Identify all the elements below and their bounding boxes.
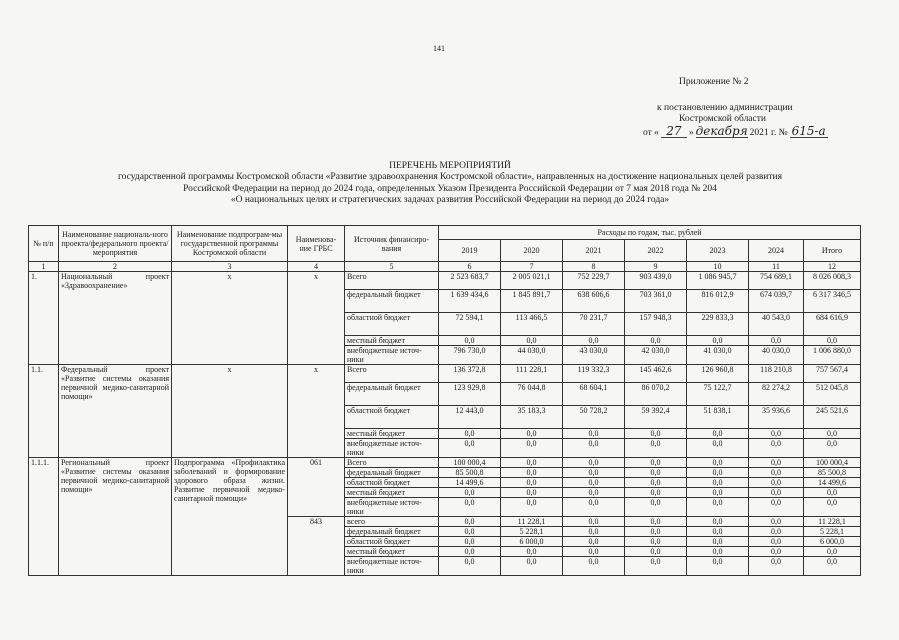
header-year: 2023 (687, 240, 749, 262)
value-cell: 0,0 (563, 429, 625, 439)
value-cell: 0,0 (687, 537, 749, 547)
column-number: 9 (625, 262, 687, 272)
value-cell: 14 499,6 (439, 478, 501, 488)
value-cell: 0,0 (749, 527, 804, 537)
header-expenses: Расходы по годам, тыс. рублей (439, 226, 861, 240)
value-cell: 0,0 (687, 547, 749, 557)
subprogram-name: Подпрограмма «Профилактика заболеваний и формирование здорового образа жизни. Развитие первичной медико-санитарной помощи» (172, 458, 288, 576)
column-number: 1 (29, 262, 59, 272)
value-cell: 0,0 (687, 439, 749, 458)
value-cell: 0,0 (625, 429, 687, 439)
column-number: 7 (501, 262, 563, 272)
source-federal: федеральный бюджет (345, 468, 439, 478)
value-cell: 0,0 (439, 517, 501, 527)
header-grbs: Наименова-ние ГРБС (288, 226, 345, 262)
column-number: 11 (749, 262, 804, 272)
value-cell: 0,0 (804, 498, 861, 517)
value-cell: 1 086 945,7 (687, 272, 749, 290)
value-cell: 12 443,0 (439, 406, 501, 429)
source-local: местный бюджет (345, 488, 439, 498)
grbs-code: х (288, 272, 345, 365)
value-cell: 903 439,0 (625, 272, 687, 290)
value-cell: 118 210,8 (749, 365, 804, 383)
value-cell: 245 521,6 (804, 406, 861, 429)
value-cell: 5 228,1 (804, 527, 861, 537)
value-cell: 85 500,8 (439, 468, 501, 478)
value-cell: 752 229,7 (563, 272, 625, 290)
header-project: Наименование националь-ного проекта/федерального проекта/мероприятия (59, 226, 172, 262)
column-number: 2 (59, 262, 172, 272)
project-name: Федеральный проект «Развитие системы оказания первичной медико-санитарной помощи» (59, 365, 172, 458)
value-cell: 0,0 (625, 488, 687, 498)
value-cell: 0,0 (501, 439, 563, 458)
value-cell: 0,0 (563, 468, 625, 478)
value-cell: 1 006 880,0 (804, 346, 861, 365)
value-cell: 0,0 (749, 557, 804, 576)
value-cell: 59 392,4 (625, 406, 687, 429)
value-cell: 6 000,0 (804, 537, 861, 547)
value-cell: 229 833,3 (687, 313, 749, 336)
value-cell: 0,0 (687, 527, 749, 537)
value-cell: 0,0 (439, 336, 501, 346)
value-cell: 0,0 (501, 557, 563, 576)
value-cell: 1 639 434,6 (439, 290, 501, 313)
grbs-code: 061 (288, 458, 345, 517)
source-regional: областной бюджет (345, 406, 439, 429)
row-num: 1. (29, 272, 59, 365)
value-cell: 0,0 (625, 498, 687, 517)
subprogram-name: х (172, 272, 288, 365)
value-cell: 0,0 (625, 458, 687, 468)
header-year: 2024 (749, 240, 804, 262)
value-cell: 0,0 (501, 336, 563, 346)
source-federal: федеральный бюджет (345, 290, 439, 313)
column-number: 12 (804, 262, 861, 272)
value-cell: 0,0 (687, 336, 749, 346)
source-regional: областной бюджет (345, 478, 439, 488)
value-cell: 0,0 (625, 557, 687, 576)
value-cell: 11 228,1 (804, 517, 861, 527)
appendix-title: Приложение № 2 (679, 77, 749, 87)
value-cell: 0,0 (804, 429, 861, 439)
column-number: 4 (288, 262, 345, 272)
value-cell: 0,0 (501, 429, 563, 439)
source-federal: федеральный бюджет (345, 383, 439, 406)
value-cell: 684 616,9 (804, 313, 861, 336)
value-cell: 43 030,0 (563, 346, 625, 365)
header-source: Источник финансиро-вания (345, 226, 439, 262)
value-cell: 0,0 (749, 468, 804, 478)
value-cell: 0,0 (749, 488, 804, 498)
grbs-code: 843 (288, 517, 345, 576)
value-cell: 8 026 008,3 (804, 272, 861, 290)
column-number: 3 (172, 262, 288, 272)
grbs-code: х (288, 365, 345, 458)
source-regional: областной бюджет (345, 313, 439, 336)
value-cell: 0,0 (804, 439, 861, 458)
source-total: Всего (345, 458, 439, 468)
source-extra: внебюджетные источ-ники (345, 439, 439, 458)
value-cell: 0,0 (804, 547, 861, 557)
value-cell: 40 543,0 (749, 313, 804, 336)
value-cell: 82 274,2 (749, 383, 804, 406)
value-cell: 0,0 (749, 537, 804, 547)
value-cell: 0,0 (749, 336, 804, 346)
value-cell: 111 228,1 (501, 365, 563, 383)
page-number: 141 (433, 44, 445, 53)
value-cell: 51 838,1 (687, 406, 749, 429)
value-cell: 75 122,7 (687, 383, 749, 406)
value-cell: 40 030,0 (749, 346, 804, 365)
value-cell: 0,0 (687, 498, 749, 517)
source-local: местный бюджет (345, 547, 439, 557)
source-extra: внебюджетные источ-ники (345, 498, 439, 517)
value-cell: 136 372,8 (439, 365, 501, 383)
value-cell: 0,0 (625, 537, 687, 547)
source-total: Всего (345, 365, 439, 383)
value-cell: 0,0 (687, 468, 749, 478)
row-num: 1.1.1. (29, 458, 59, 576)
source-extra: внебюджетные источ-ники (345, 557, 439, 576)
value-cell: 126 960,8 (687, 365, 749, 383)
value-cell: 0,0 (563, 537, 625, 547)
value-cell: 35 936,6 (749, 406, 804, 429)
table-row (29, 458, 861, 468)
value-cell: 0,0 (439, 498, 501, 517)
value-cell: 2 005 021,1 (501, 272, 563, 290)
value-cell: 68 604,1 (563, 383, 625, 406)
appendix-decree-line: к постановлению администрации (657, 103, 793, 113)
header-year: 2019 (439, 240, 501, 262)
value-cell: 0,0 (687, 488, 749, 498)
value-cell: 0,0 (439, 439, 501, 458)
value-cell: 0,0 (563, 557, 625, 576)
date-year: 2021 г. № (749, 128, 788, 138)
source-total: всего (345, 517, 439, 527)
column-number: 8 (563, 262, 625, 272)
value-cell: 816 012,9 (687, 290, 749, 313)
value-cell: 0,0 (625, 478, 687, 488)
source-local: местный бюджет (345, 429, 439, 439)
appendix-date-line (643, 126, 828, 138)
header-year: 2020 (501, 240, 563, 262)
value-cell: 0,0 (563, 547, 625, 557)
value-cell: 100 000,4 (439, 458, 501, 468)
value-cell: 0,0 (749, 429, 804, 439)
value-cell: 0,0 (501, 547, 563, 557)
handwritten-day: 27 (661, 126, 687, 138)
handwritten-doc-number: 615-а (791, 124, 826, 138)
value-cell: 0,0 (804, 336, 861, 346)
value-cell: 757 567,4 (804, 365, 861, 383)
value-cell: 0,0 (501, 498, 563, 517)
value-cell: 6 000,0 (501, 537, 563, 547)
value-cell: 0,0 (749, 458, 804, 468)
value-cell: 0,0 (687, 478, 749, 488)
value-cell: 512 045,8 (804, 383, 861, 406)
value-cell: 14 499,6 (804, 478, 861, 488)
value-cell: 0,0 (687, 429, 749, 439)
value-cell: 2 523 683,7 (439, 272, 501, 290)
value-cell: 796 730,0 (439, 346, 501, 365)
value-cell: 0,0 (625, 547, 687, 557)
value-cell: 0,0 (625, 527, 687, 537)
value-cell: 0,0 (749, 478, 804, 488)
value-cell: 0,0 (439, 527, 501, 537)
value-cell: 0,0 (563, 498, 625, 517)
value-cell: 0,0 (439, 557, 501, 576)
value-cell: 0,0 (439, 547, 501, 557)
value-cell: 41 030,0 (687, 346, 749, 365)
document-subtitle-line3: «О национальных целях и стратегических задачах развития Российской Федерации на период до 2024 года» (230, 194, 670, 205)
value-cell: 638 606,6 (563, 290, 625, 313)
value-cell: 44 030,0 (501, 346, 563, 365)
value-cell: 11 228,1 (501, 517, 563, 527)
document-title-block (40, 161, 860, 206)
value-cell: 70 231,7 (563, 313, 625, 336)
value-cell: 0,0 (563, 527, 625, 537)
date-prefix: от « (643, 128, 659, 138)
appendix-region-line: Костромской области (679, 114, 766, 124)
value-cell: 0,0 (501, 468, 563, 478)
value-cell: 0,0 (804, 557, 861, 576)
value-cell: 0,0 (625, 439, 687, 458)
value-cell: 703 361,0 (625, 290, 687, 313)
header-subprogram: Наименование подпрограм-мы государственной программы Костромской области (172, 226, 288, 262)
value-cell: 754 689,1 (749, 272, 804, 290)
value-cell: 0,0 (501, 478, 563, 488)
value-cell: 157 948,3 (625, 313, 687, 336)
value-cell: 0,0 (749, 439, 804, 458)
value-cell: 113 466,5 (501, 313, 563, 336)
header-year: 2022 (625, 240, 687, 262)
subprogram-name: х (172, 365, 288, 458)
value-cell: 86 070,2 (625, 383, 687, 406)
column-number: 6 (439, 262, 501, 272)
value-cell: 0,0 (439, 488, 501, 498)
document-title: ПЕРЕЧЕНЬ МЕРОПРИЯТИЙ (389, 161, 511, 171)
value-cell: 0,0 (687, 557, 749, 576)
source-regional: областной бюджет (345, 537, 439, 547)
value-cell: 35 183,3 (501, 406, 563, 429)
project-name: Региональный проект «Развитие системы оказания первичной медико-санитарной помощи» (59, 458, 172, 576)
value-cell: 85 500,8 (804, 468, 861, 478)
document-subtitle-line1: государственной программы Костромской области «Развитие здравоохранения Костромской области», направленных на достижение национальных целей развития (118, 172, 782, 183)
project-name: Национальный проект «Здравоохранение» (59, 272, 172, 365)
value-cell: 50 728,2 (563, 406, 625, 429)
value-cell: 0,0 (563, 336, 625, 346)
value-cell: 0,0 (749, 517, 804, 527)
header-year: 2021 (563, 240, 625, 262)
value-cell: 0,0 (625, 517, 687, 527)
value-cell: 119 332,3 (563, 365, 625, 383)
value-cell: 0,0 (439, 537, 501, 547)
value-cell: 100 000,4 (804, 458, 861, 468)
value-cell: 0,0 (804, 488, 861, 498)
value-cell: 674 039,7 (749, 290, 804, 313)
value-cell: 0,0 (563, 488, 625, 498)
value-cell: 0,0 (563, 478, 625, 488)
value-cell: 0,0 (749, 547, 804, 557)
header-total: Итого (804, 240, 861, 262)
row-num: 1.1. (29, 365, 59, 458)
value-cell: 5 228,1 (501, 527, 563, 537)
value-cell: 0,0 (439, 429, 501, 439)
measures-table (28, 225, 861, 576)
source-total: Всего (345, 272, 439, 290)
date-quote: » (688, 128, 694, 138)
handwritten-month: декабря (695, 124, 748, 138)
document-subtitle-line2: Российской Федерации на период до 2024 года, определенных Указом Президента Российской Федерации от 7 мая 2018 года № 204 (183, 183, 717, 194)
value-cell: 0,0 (687, 458, 749, 468)
value-cell: 123 929,8 (439, 383, 501, 406)
header-num: № п/п (29, 226, 59, 262)
value-cell: 0,0 (625, 336, 687, 346)
value-cell: 0,0 (501, 458, 563, 468)
value-cell: 76 044,8 (501, 383, 563, 406)
source-local: местный бюджет (345, 336, 439, 346)
column-number: 10 (687, 262, 749, 272)
value-cell: 42 030,0 (625, 346, 687, 365)
table-row (29, 272, 861, 290)
value-cell: 0,0 (563, 517, 625, 527)
value-cell: 145 462,6 (625, 365, 687, 383)
value-cell: 72 594,1 (439, 313, 501, 336)
value-cell: 0,0 (749, 498, 804, 517)
value-cell: 0,0 (501, 488, 563, 498)
value-cell: 0,0 (563, 439, 625, 458)
column-number: 5 (345, 262, 439, 272)
value-cell: 0,0 (625, 468, 687, 478)
source-extra: внебюджетные источ-ники (345, 346, 439, 365)
table-row (29, 365, 861, 383)
source-federal: федеральный бюджет (345, 527, 439, 537)
value-cell: 6 317 346,5 (804, 290, 861, 313)
value-cell: 0,0 (563, 458, 625, 468)
value-cell: 1 845 891,7 (501, 290, 563, 313)
value-cell: 0,0 (687, 517, 749, 527)
